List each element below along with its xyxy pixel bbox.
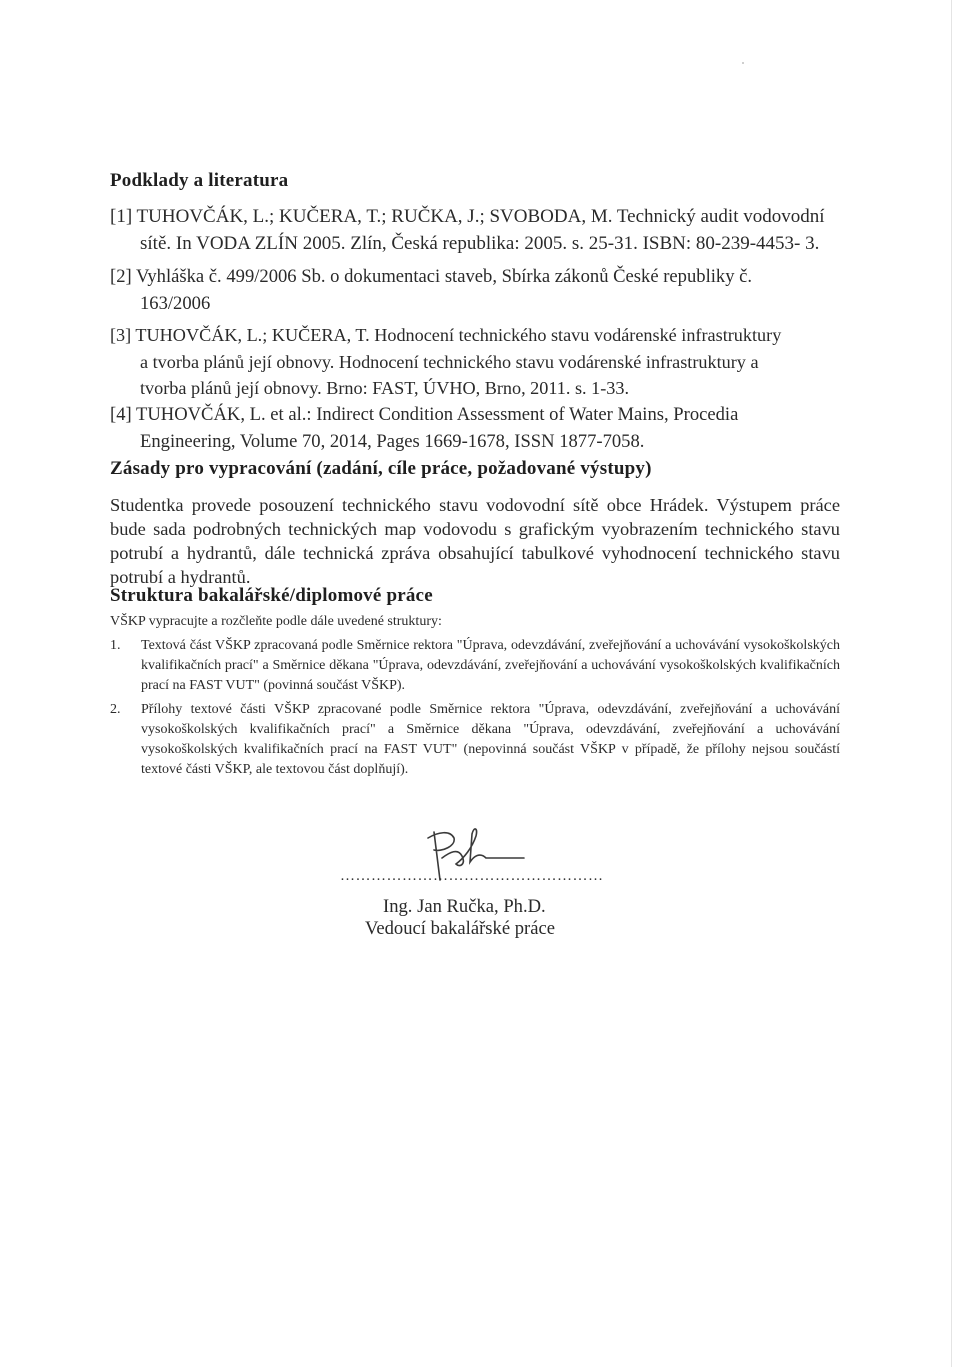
supervisor-name: Ing. Jan Ručka, Ph.D. bbox=[383, 896, 546, 917]
structure-item-1-text: Textová část VŠKP zpracovaná podle Směrnice rektora "Úprava, odevzdávání, zveřejňování a uchovávání vysokoškolských kvalifikačních prací" a Směrnice děkana "Úprava, odevzdávání, zveřejňování a uchovávání vysokoškolských kvalifikačních prací na FAST VUT" (povinná součást VŠKP). bbox=[141, 638, 840, 693]
structure-item-2-number: 2. bbox=[110, 702, 121, 717]
structure-item-2 bbox=[110, 700, 840, 780]
reference-1-line-1: [1] TUHOVČÁK, L.; KUČERA, T.; RUČKA, J.; SVOBODA, M. Technický audit vodovodní bbox=[110, 206, 825, 227]
reference-2-line-2: 163/2006 bbox=[140, 292, 211, 314]
heading-structure: Struktura bakalářské/diplomové práce bbox=[110, 585, 433, 606]
structure-item-2-text: Přílohy textové části VŠKP zpracované podle Směrnice rektora "Úprava, odevzdávání, zveřejňování a uchovávání vysokoškolských kvalifikačních prací" a Směrnice děkana "Úprava, odevzdávání, zveřejňování a uchovávání vysokoškolských kvalifikačních prací na FAST VUT" (nepovinná součást VŠKP v případě, že přílohy nejsou součástí textové části VŠKP, ale textovou část doplňují). bbox=[141, 702, 840, 777]
reference-4-line-2: Engineering, Volume 70, 2014, Pages 1669-1678, ISSN 1877-7058. bbox=[140, 430, 645, 452]
reference-4 bbox=[110, 402, 850, 455]
reference-2 bbox=[110, 264, 850, 317]
structure-item-1-number: 1. bbox=[110, 638, 121, 653]
reference-3-line-1: [3] TUHOVČÁK, L.; KUČERA, T. Hodnocení technického stavu vodárenské infrastruktury bbox=[110, 325, 782, 345]
structure-intro: VŠKP vypracujte a rozčleňte podle dále uvedené struktury: bbox=[110, 614, 442, 629]
signature-dotted-line: …………………………………………… bbox=[340, 868, 604, 884]
reference-4-line-1: [4] TUHOVČÁK, L. et al.: Indirect Condition Assessment of Water Mains, Procedia bbox=[110, 404, 739, 425]
principles-paragraph: Studentka provede posouzení technického stavu vodovodní sítě obce Hrádek. Výstupem práce bude sada podrobných technických map vodovodu s grafickým vyobrazením technického stavu potrubí a hydrantů, dále technická zpráva obsahující tabulkové vyhodnocení technického stavu potrubí a hydrantů. bbox=[110, 495, 840, 587]
reference-3-line-2: a tvorba plánů její obnovy. Hodnocení technického stavu vodárenské infrastruktury a bbox=[140, 351, 759, 372]
supervisor-role: Vedoucí bakalářské práce bbox=[365, 918, 555, 939]
structure-item-1 bbox=[110, 636, 840, 696]
reference-1-line-2: sítě. In VODA ZLÍN 2005. Zlín, Česká republika: 2005. s. 25-31. ISBN: 80-239-4453- 3. bbox=[140, 232, 820, 254]
heading-literature: Podklady a literatura bbox=[110, 170, 289, 191]
heading-principles: Zásady pro vypracování (zadání, cíle práce, požadované výstupy) bbox=[110, 458, 652, 479]
scan-edge-line bbox=[951, 0, 952, 1367]
reference-3-line-3: tvorba plánů její obnovy. Brno: FAST, ÚVHO, Brno, 2011. s. 1-33. bbox=[140, 378, 630, 398]
reference-2-line-1: [2] Vyhláška č. 499/2006 Sb. o dokumentaci staveb, Sbírka zákonů České republiky č. bbox=[110, 266, 753, 287]
scan-speck bbox=[742, 62, 744, 64]
reference-3 bbox=[110, 322, 850, 402]
reference-1 bbox=[110, 204, 850, 257]
